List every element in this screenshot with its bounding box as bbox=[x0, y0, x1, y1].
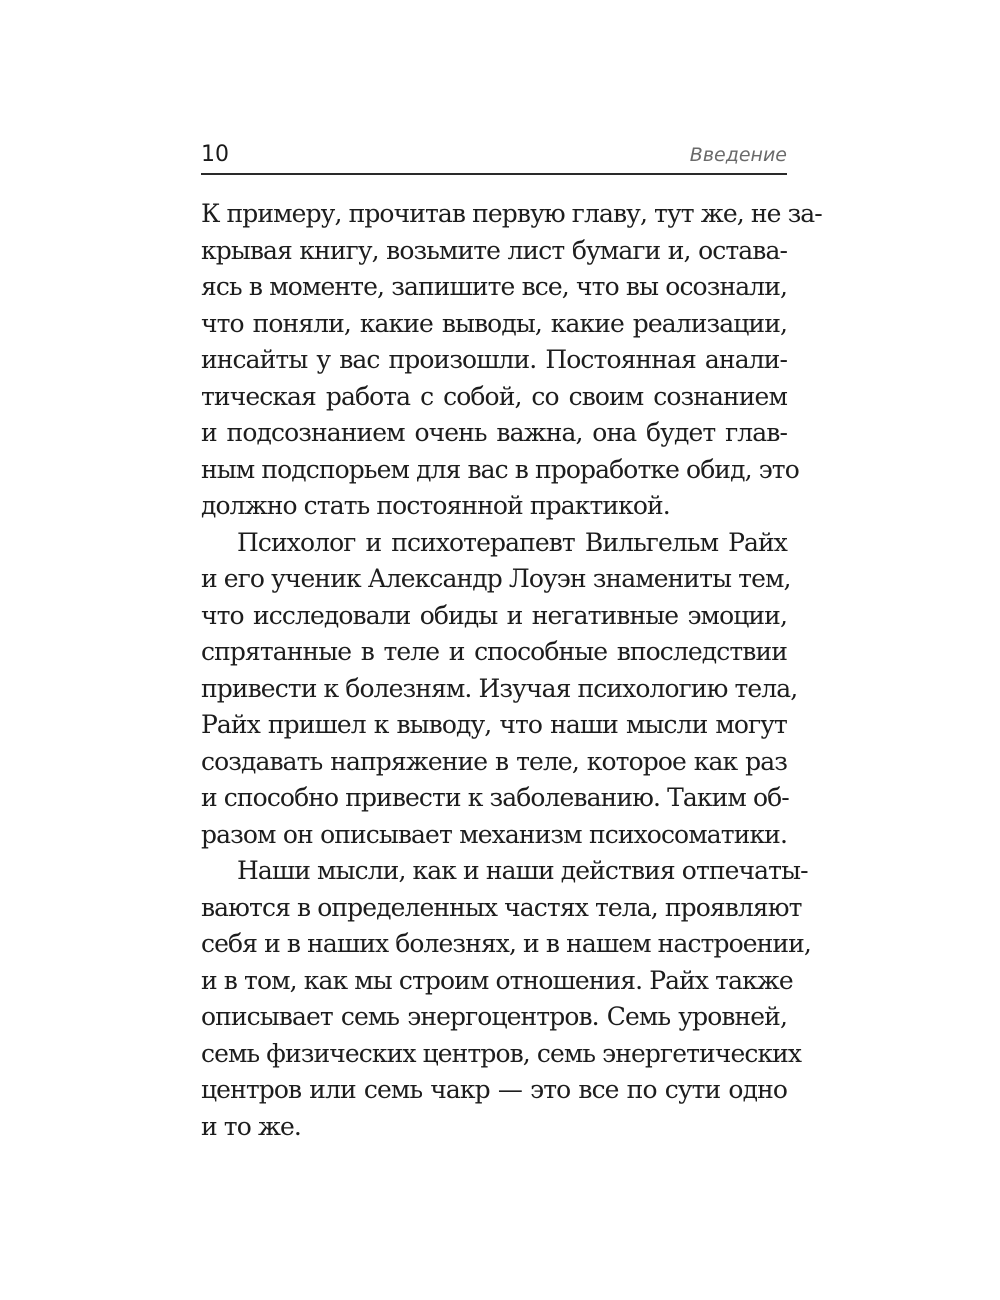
text-line: Наши мысли, как и наши действия отпечаты- bbox=[237, 856, 808, 885]
section-title: Введение bbox=[689, 144, 787, 166]
page-number: 10 bbox=[201, 142, 229, 167]
text-line: спрятанные в теле и способные впоследствии bbox=[201, 637, 787, 666]
text-line: и в том, как мы строим отношения. Райх также bbox=[201, 965, 793, 995]
text-line: разом он описывает механизм психосоматики. bbox=[201, 819, 787, 849]
text-line: и способно привести к заболеванию. Таким об- bbox=[201, 783, 789, 812]
text-line: создавать напряжение в теле, которое как раз bbox=[201, 746, 787, 776]
paragraph bbox=[201, 853, 811, 1145]
text-line: Психолог и психотерапевт Вильгельм Райх bbox=[237, 527, 787, 557]
text-line: и его ученик Александр Лоуэн знамениты тем, bbox=[201, 564, 791, 593]
header-rule bbox=[201, 173, 787, 175]
paragraph bbox=[201, 196, 822, 525]
text-line: что поняли, какие выводы, какие реализации, bbox=[201, 308, 787, 338]
text-line: что исследовали обиды и негативные эмоции, bbox=[201, 600, 787, 630]
text-line: Райх пришел к выводу, что наши мысли могут bbox=[201, 710, 787, 739]
text-line: инсайты у вас произошли. Постоянная анали- bbox=[201, 345, 787, 374]
text-line: должно стать постоянной практикой. bbox=[201, 491, 670, 520]
text-line: крывая книгу, возьмите лист бумаги и, остава- bbox=[201, 235, 787, 265]
text-line: К примеру, прочитав первую главу, тут же, не за- bbox=[201, 199, 822, 228]
text-line: ным подспорьем для вас в проработке обид, это bbox=[201, 454, 799, 484]
text-line: ясь в моменте, запишите все, что вы осознали, bbox=[201, 272, 787, 301]
running-head bbox=[201, 140, 787, 172]
text-line: себя и в наших болезнях, и в нашем настроении, bbox=[201, 929, 811, 958]
text-line: и подсознанием очень важна, она будет глав- bbox=[201, 418, 787, 447]
text-line: тическая работа с собой, со своим сознанием bbox=[201, 381, 787, 411]
text-line: и то же. bbox=[201, 1111, 301, 1141]
text-line: описывает семь энергоцентров. Семь уровней, bbox=[201, 1002, 787, 1031]
body-text bbox=[201, 196, 822, 1145]
text-line: ваются в определенных частях тела, проявляют bbox=[201, 892, 802, 922]
text-line: семь физических центров, семь энергетических bbox=[201, 1038, 802, 1068]
text-line: центров или семь чакр — это все по сути одно bbox=[201, 1075, 787, 1104]
paragraph bbox=[201, 525, 798, 854]
text-line: привести к болезням. Изучая психологию тела, bbox=[201, 673, 798, 703]
